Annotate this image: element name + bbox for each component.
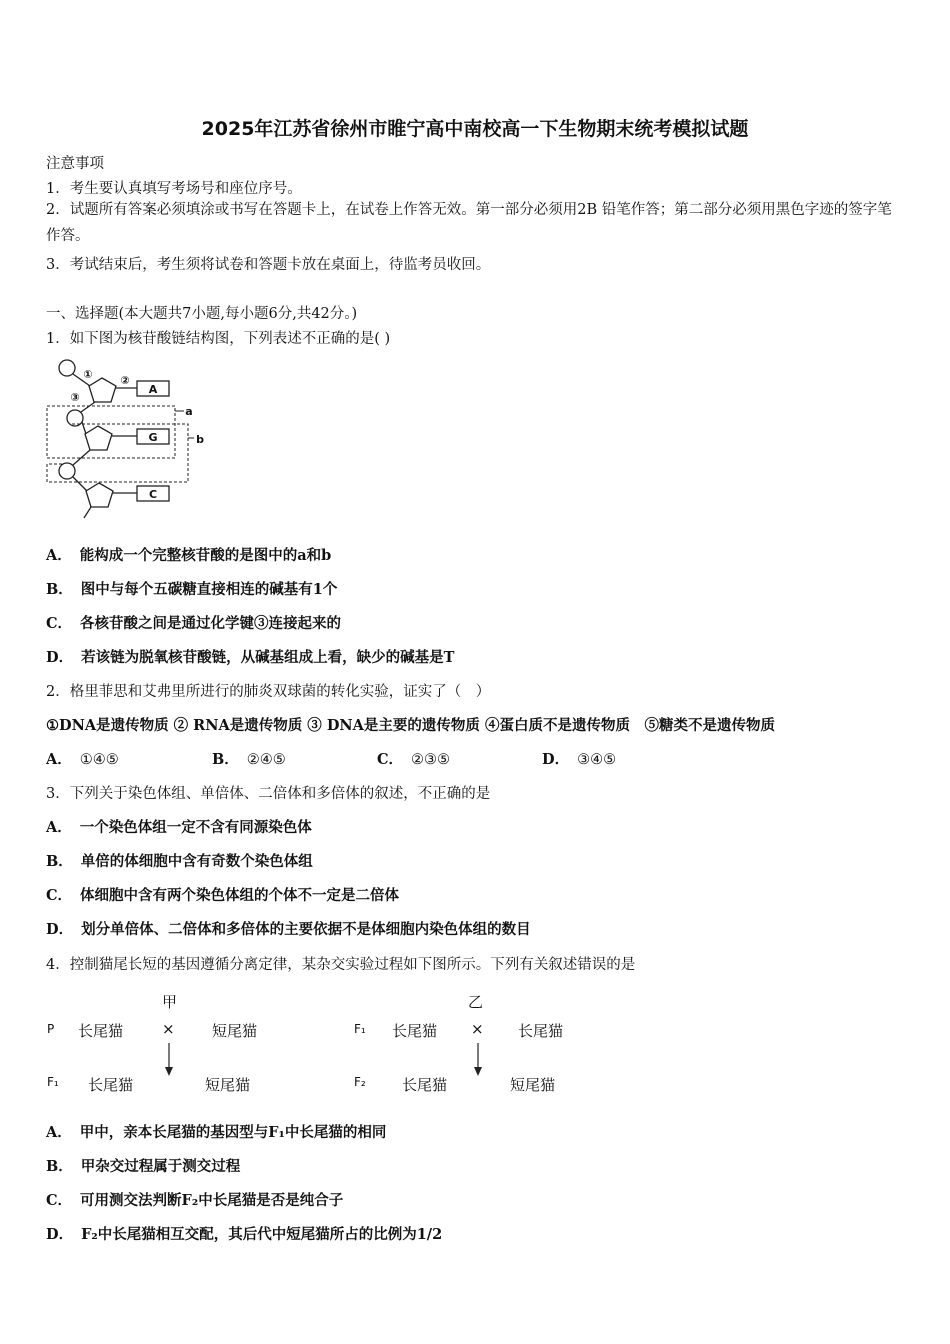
q4-option-a: A． 甲中，亲本长尾猫的基因型与F₁中长尾猫的相同 [46, 1124, 387, 1141]
base-label-a: A [148, 383, 158, 396]
mark-2: ② [120, 374, 130, 387]
bracket-label-a: a [185, 405, 193, 418]
notice-item-3: 3．考试结束后，考生须将试卷和答题卡放在桌面上，待监考员收回。 [46, 257, 491, 273]
q2-option-d: D． ③④⑤ [542, 751, 617, 768]
base-label-g: G [148, 431, 158, 444]
q1-option-d: D． 若该链为脱氧核苷酸链，从碱基组成上看，缺少的碱基是T [46, 649, 455, 666]
cross-jia-symbol: × [162, 1020, 175, 1038]
cross-jia-arrow [164, 1043, 174, 1077]
q2-option-a: A． ①④⑤ [46, 751, 119, 768]
q1-option-b: B． 图中与每个五碳糖直接相连的碱基有1个 [46, 581, 338, 598]
cross-yi-symbol: × [471, 1020, 484, 1038]
cross-yi-title: 乙 [468, 993, 484, 1011]
q4-option-d: D． F₂中长尾猫相互交配，其后代中短尾猫所占的比例为1/2 [46, 1226, 443, 1243]
q2-option-c: C． ②③⑤ [377, 751, 451, 768]
q1-option-c: C． 各核苷酸之间是通过化学键③连接起来的 [46, 615, 342, 632]
cross-yi-parent-right: 长尾猫 [518, 1022, 564, 1040]
nucleotide-chain-figure [42, 356, 217, 521]
q1-option-a: A． 能构成一个完整核苷酸的是图中的a和b [46, 547, 332, 564]
sugar-pentagon [89, 378, 116, 402]
cross-jia-title: 甲 [162, 993, 178, 1011]
bracket-label-b: b [196, 433, 204, 446]
q3-option-b: B． 单倍的体细胞中含有奇数个染色体组 [46, 853, 313, 870]
cross-yi-gen-f2: F₂ [354, 1075, 366, 1089]
q2-stem: 2．格里菲思和艾弗里所进行的肺炎双球菌的转化实验，证实了（ ） [46, 684, 491, 700]
cross-yi-offspring-left: 长尾猫 [402, 1076, 448, 1094]
sugar-pentagon [85, 426, 112, 450]
phosphate-circle [59, 463, 75, 479]
bracket-b [47, 424, 188, 482]
cross-yi-gen-f1: F₁ [354, 1022, 366, 1036]
q4-option-c: C． 可用测交法判断F₂中长尾猫是否是纯合子 [46, 1192, 344, 1209]
q3-option-a: A． 一个染色体组一定不含有同源染色体 [46, 819, 312, 836]
exam-title: 2025年江苏省徐州市睢宁高中南校高一下生物期末统考模拟试题 [201, 118, 749, 140]
q3-option-c: C． 体细胞中含有两个染色体组的个体不一定是二倍体 [46, 887, 400, 904]
cross-yi-arrow [473, 1043, 483, 1077]
q4-option-b: B． 甲杂交过程属于测交过程 [46, 1158, 241, 1175]
q1-stem: 1．如下图为核苷酸链结构图，下列表述不正确的是( ) [46, 331, 391, 347]
cross-jia-parent-left: 长尾猫 [78, 1022, 124, 1040]
q2-option-b: B． ②④⑤ [212, 751, 286, 768]
notice-item-1: 1．考生要认真填写考场号和座位序号。 [46, 181, 302, 197]
cross-jia-gen-f1: F₁ [47, 1075, 59, 1089]
cross-yi-parent-left: 长尾猫 [392, 1022, 438, 1040]
mark-3: ③ [70, 391, 80, 404]
q3-option-d: D． 划分单倍体、二倍体和多倍体的主要依据不是体细胞内染色体组的数目 [46, 921, 531, 938]
cross-yi-offspring-right: 短尾猫 [510, 1076, 556, 1094]
phosphate-circle [59, 360, 75, 376]
cross-jia-offspring-left: 长尾猫 [88, 1076, 134, 1094]
notice-item-2: 2．试题所有答案必须填涂或书写在答题卡上，在试卷上作答无效。第一部分必须用2B 铅笔作答；第二部分必须用黑色字迹的签字笔作答。 [46, 202, 892, 244]
q2-statements: ①DNA是遗传物质 ② RNA是遗传物质 ③ DNA是主要的遗传物质 ④蛋白质不是遗传物质 ⑤糖类不是遗传物质 [46, 717, 775, 734]
notice-heading: 注意事项 [46, 156, 104, 172]
base-label-c: C [148, 488, 158, 501]
mark-1: ① [83, 368, 93, 381]
cross-jia-offspring-right: 短尾猫 [205, 1076, 251, 1094]
sugar-pentagon [86, 483, 113, 507]
cross-jia-gen-p: P [47, 1022, 55, 1036]
cross-jia-parent-right: 短尾猫 [212, 1022, 258, 1040]
q4-stem: 4．控制猫尾长短的基因遵循分离定律，某杂交实验过程如下图所示。下列有关叙述错误的是 [46, 957, 636, 973]
section-heading: 一、选择题(本大题共7小题,每小题6分,共42分。) [46, 306, 358, 322]
q3-stem: 3．下列关于染色体组、单倍体、二倍体和多倍体的叙述，不正确的是 [46, 786, 491, 802]
